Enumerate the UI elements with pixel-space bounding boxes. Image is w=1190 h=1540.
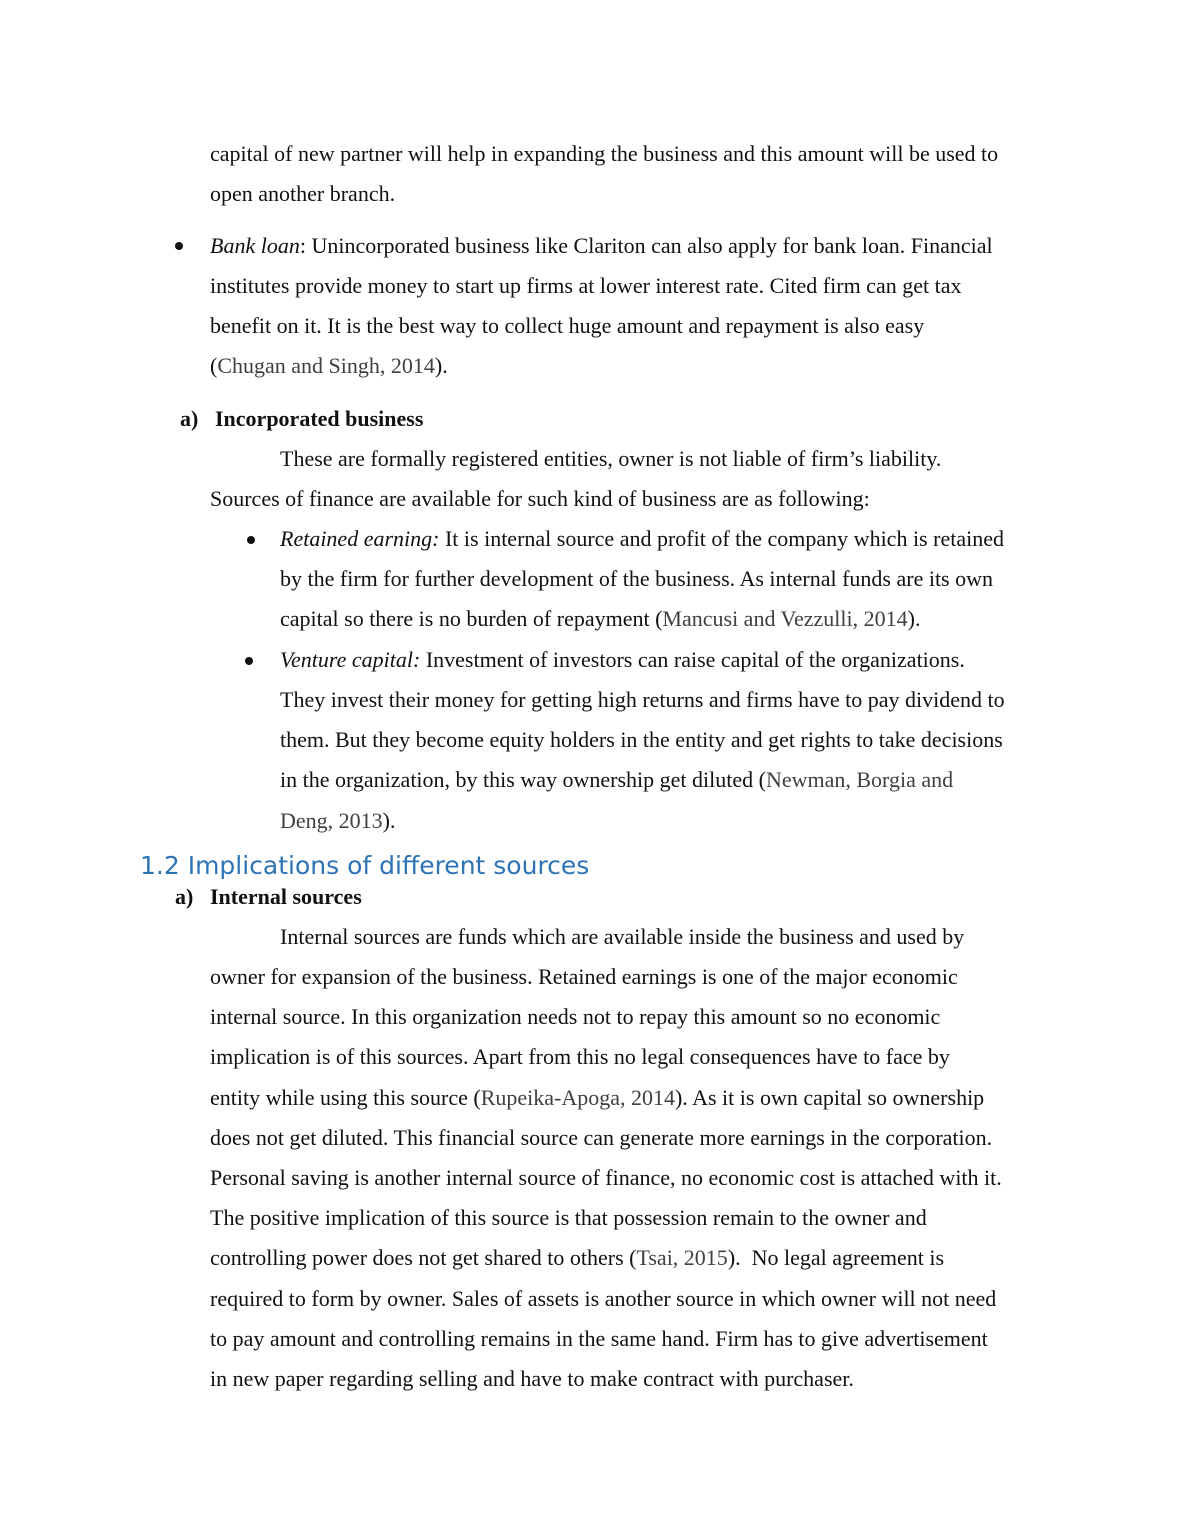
bullet-icon	[245, 657, 253, 665]
paragraph-line: owner for expansion of the business. Retained earnings is one of the major economic	[210, 964, 958, 989]
citation: Rupeika-Apoga, 2014	[480, 1085, 675, 1110]
paragraph-line	[210, 1244, 944, 1272]
section-heading: 1.2 Implications of different sources	[140, 851, 590, 880]
paragraph-line: them. But they become equity holders in the entity and get rights to take decisions	[280, 727, 1003, 752]
paragraph-line: Internal sources are funds which are available inside the business and used by	[280, 924, 965, 949]
paragraph-line: Sources of finance are available for such kind of business are as following:	[210, 486, 870, 511]
text: ). As it is own capital so ownership	[674, 1085, 985, 1110]
text: capital so there is no burden of repayment (	[280, 606, 663, 631]
paren: ).	[382, 808, 396, 833]
subheading-internal-sources: Internal sources	[210, 884, 362, 909]
citation: Deng, 2013	[280, 808, 383, 833]
subheading-incorporated-business: Incorporated business	[215, 406, 424, 431]
paragraph-line: required to form by owner. Sales of assets is another source in which owner will not need	[210, 1286, 997, 1311]
bullet-icon	[175, 242, 183, 250]
venture-capital-text: Investment of investors can raise capital of the organizations.	[420, 647, 965, 672]
paragraph-line: These are formally registered entities, owner is not liable of firm’s liability.	[280, 446, 942, 471]
paragraph-line: does not get diluted. This financial source can generate more earnings in the corporation.	[210, 1125, 993, 1150]
retained-earning-item	[280, 525, 1004, 553]
bank-loan-item	[210, 232, 993, 260]
paragraph-line: to pay amount and controlling remains in the same hand. Firm has to give advertisement	[210, 1326, 988, 1351]
paren: ).	[434, 353, 448, 378]
citation: Tsai, 2015	[636, 1245, 728, 1270]
paragraph-line: The positive implication of this source is that possession remain to the owner and	[210, 1205, 927, 1230]
paragraph-line	[210, 1084, 984, 1112]
venture-capital-item	[280, 646, 965, 674]
paragraph-line: in new paper regarding selling and have to make contract with purchaser.	[210, 1366, 854, 1391]
citation: Mancusi and Vezzulli, 2014	[662, 606, 908, 631]
paragraph-line	[210, 352, 448, 380]
venture-capital-term: Venture capital:	[280, 647, 421, 672]
text: controlling power does not get shared to others (	[210, 1245, 637, 1270]
paragraph-line: internal source. In this organization needs not to repay this amount so no economic	[210, 1004, 941, 1029]
paragraph-line	[280, 807, 395, 835]
text: in the organization, by this way ownership get diluted (	[280, 767, 766, 792]
paragraph-line: open another branch.	[210, 181, 396, 206]
paragraph-line: by the firm for further development of the business. As internal funds are its own	[280, 566, 994, 591]
paragraph-line	[280, 766, 953, 794]
retained-earning-term: Retained earning:	[280, 526, 440, 551]
bullet-icon	[247, 536, 255, 544]
paragraph-line: institutes provide money to start up firms at lower interest rate. Cited firm can get tax	[210, 273, 962, 298]
paragraph-line: benefit on it. It is the best way to collect huge amount and repayment is also easy	[210, 313, 925, 338]
paragraph-line: capital of new partner will help in expanding the business and this amount will be used to	[210, 141, 999, 166]
paren: (	[210, 353, 218, 378]
paragraph-line: Personal saving is another internal source of finance, no economic cost is attached with it.	[210, 1165, 1002, 1190]
paragraph-line: They invest their money for getting high returns and firms have to pay dividend to	[280, 687, 1005, 712]
paragraph-line: implication is of this sources. Apart from this no legal consequences have to face by	[210, 1044, 950, 1069]
citation: Chugan and Singh, 2014	[217, 353, 435, 378]
text: ). No legal agreement is	[727, 1245, 945, 1270]
list-marker: a)	[180, 406, 199, 431]
bank-loan-text: : Unincorporated business like Clariton can also apply for bank loan. Financial	[299, 233, 993, 258]
citation: Newman, Borgia and	[765, 767, 954, 792]
paren: ).	[907, 606, 921, 631]
bank-loan-term: Bank loan	[210, 233, 300, 258]
text: entity while using this source (	[210, 1085, 481, 1110]
paragraph-line	[280, 605, 920, 633]
list-marker: a)	[175, 884, 194, 909]
retained-earning-text: It is internal source and profit of the company which is retained	[439, 526, 1004, 551]
